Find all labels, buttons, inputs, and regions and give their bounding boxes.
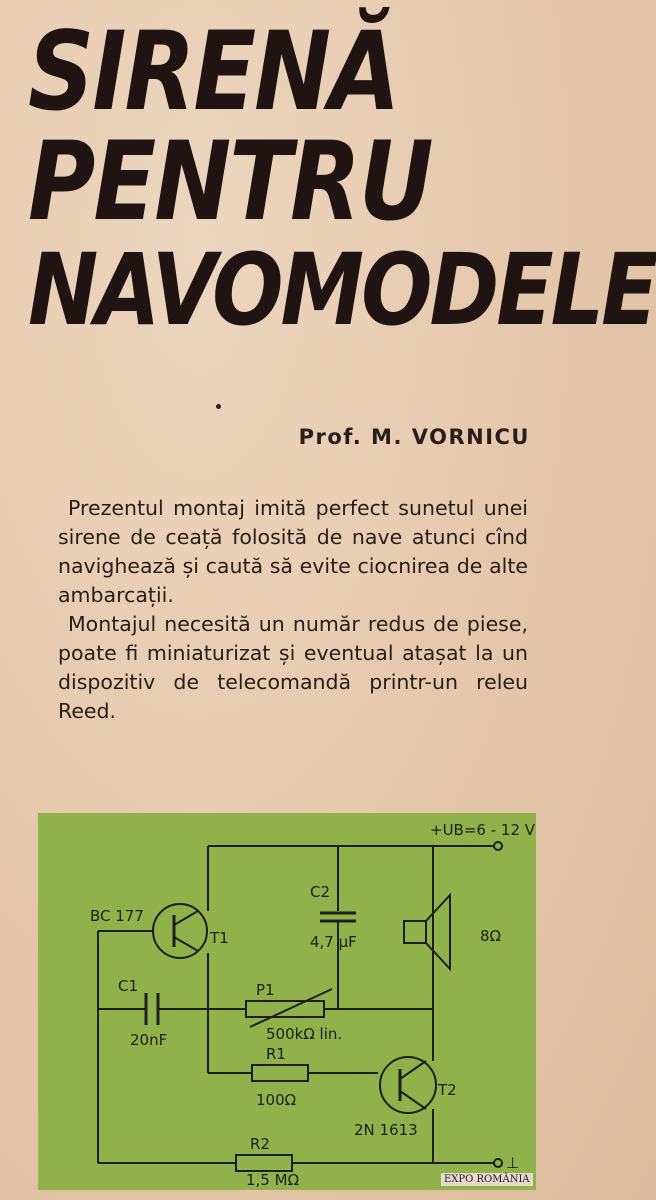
p1-label: P1 xyxy=(256,981,275,999)
r1-symbol xyxy=(252,1065,308,1081)
c2-value: 4,7 µF xyxy=(310,933,357,951)
r1-label: R1 xyxy=(266,1045,286,1063)
paragraph-1: Prezentul montaj imită perfect sunetul unei sirene de ceață folosită de nave atunci cînd navighează și caută să evite ciocnirea de alte ambarcații. xyxy=(58,496,528,607)
ground-terminal xyxy=(494,1159,502,1167)
r2-symbol xyxy=(236,1155,292,1171)
speaker-value: 8Ω xyxy=(480,927,502,945)
watermark: EXPO ROMÂNIA xyxy=(441,1173,533,1186)
p1-value: 500kΩ lin. xyxy=(266,1025,343,1043)
c1-label: C1 xyxy=(118,977,139,995)
t2-type-label: 2N 1613 xyxy=(354,1121,418,1139)
title-line-3: NAVOMODELE xyxy=(28,231,656,348)
schematic-svg xyxy=(38,813,536,1190)
paragraph-2: Montajul necesită un număr redus de piese, poate fi miniaturizat și eventual atașat la un dispozitiv de telecomandă printr-un releu Reed. xyxy=(58,612,528,723)
t2-symbol xyxy=(380,1057,436,1113)
speaker-symbol xyxy=(404,921,426,943)
r2-label: R2 xyxy=(250,1135,270,1153)
t1-label: T1 xyxy=(210,929,229,947)
c1-value: 20nF xyxy=(130,1031,168,1049)
r1-value: 100Ω xyxy=(256,1091,297,1109)
author-byline: Prof. M. VORNICU xyxy=(298,425,530,449)
bullet-dot xyxy=(216,404,221,409)
t1-type-label: BC 177 xyxy=(90,907,144,925)
t2-label: T2 xyxy=(438,1081,457,1099)
c2-label: C2 xyxy=(310,883,331,901)
circuit-schematic xyxy=(38,813,536,1190)
title-line-1: SIRENĂ xyxy=(28,8,399,135)
t1-symbol xyxy=(153,904,207,958)
p1-symbol xyxy=(246,1001,324,1017)
supply-label: +UB=6 - 12 V xyxy=(430,821,536,839)
article-body xyxy=(58,494,528,726)
ground-symbol: ⊥ xyxy=(506,1154,520,1172)
supply-terminal xyxy=(494,842,502,850)
title-line-2: PENTRU xyxy=(28,118,432,245)
r2-value: 1,5 MΩ xyxy=(246,1171,300,1189)
